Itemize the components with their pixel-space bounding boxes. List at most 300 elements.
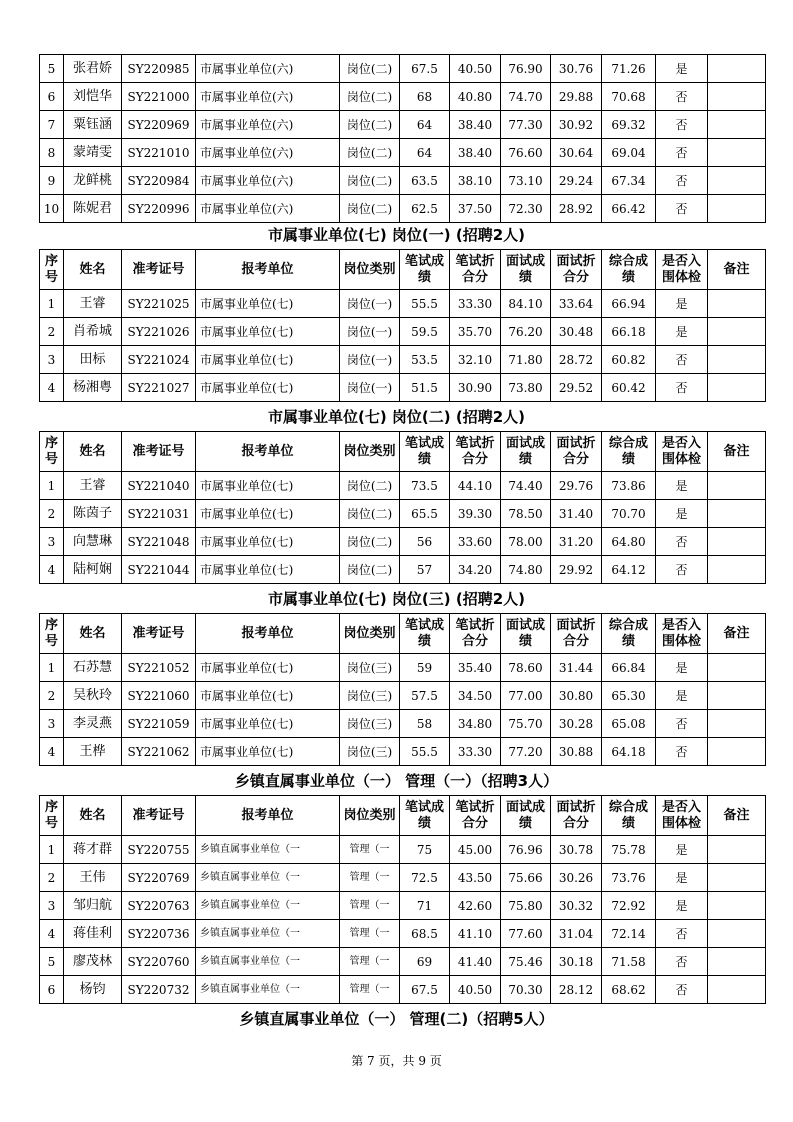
table-cell: 58: [400, 710, 450, 738]
table-cell: 杨钧: [64, 976, 122, 1004]
table-cell: 市属事业单位(六): [196, 139, 340, 167]
table-cell: 45.00: [450, 836, 501, 864]
table-cell: 84.10: [501, 290, 551, 318]
table-cell: [708, 195, 766, 223]
table-cell: 1: [40, 472, 64, 500]
table-cell: 否: [656, 374, 708, 402]
table-cell: 岗位(二): [340, 83, 400, 111]
table-cell: 岗位(一): [340, 346, 400, 374]
table-row: [40, 556, 766, 584]
table-cell: 72.14: [602, 920, 656, 948]
table-cell: 岗位(二): [340, 167, 400, 195]
table-cell: 30.76: [551, 55, 602, 83]
table-cell: SY221027: [122, 374, 196, 402]
column-header: 姓名: [64, 432, 122, 472]
table-cell: SY221010: [122, 139, 196, 167]
column-header: 综合成绩: [602, 432, 656, 472]
column-header: 笔试折合分: [450, 250, 501, 290]
table-cell: 7: [40, 111, 64, 139]
table-cell: [708, 892, 766, 920]
table-cell: 39.30: [450, 500, 501, 528]
table-cell: 30.88: [551, 738, 602, 766]
table-cell: 岗位(三): [340, 710, 400, 738]
table-cell: 74.40: [501, 472, 551, 500]
table-cell: 廖茂林: [64, 948, 122, 976]
table-cell: 5: [40, 55, 64, 83]
column-header: 姓名: [64, 250, 122, 290]
table-cell: 30.48: [551, 318, 602, 346]
table-cell: 市属事业单位(六): [196, 111, 340, 139]
table-cell: 74.80: [501, 556, 551, 584]
table-cell: 55.5: [400, 290, 450, 318]
table-cell: 65.08: [602, 710, 656, 738]
table-cell: 75: [400, 836, 450, 864]
table-cell: [708, 864, 766, 892]
table-cell: SY220755: [122, 836, 196, 864]
section-title: 市属事业单位(七) 岗位(一) (招聘2人): [267, 226, 525, 244]
table-cell: 1: [40, 654, 64, 682]
table-cell: [708, 836, 766, 864]
table-cell: SY221048: [122, 528, 196, 556]
table-cell: 1: [40, 290, 64, 318]
table-cell: [708, 346, 766, 374]
table-cell: 否: [656, 976, 708, 1004]
column-header: 备注: [708, 614, 766, 654]
table-cell: 向慧琳: [64, 528, 122, 556]
table-cell: 65.30: [602, 682, 656, 710]
table-cell: 30.64: [551, 139, 602, 167]
table-cell: 76.90: [501, 55, 551, 83]
table-row: [40, 976, 766, 1004]
table-cell: 33.64: [551, 290, 602, 318]
table-cell: 64.12: [602, 556, 656, 584]
table-cell: 邹归航: [64, 892, 122, 920]
table-row: [40, 374, 766, 402]
table-cell: 是: [656, 318, 708, 346]
table-cell: 37.50: [450, 195, 501, 223]
column-header: 笔试折合分: [450, 614, 501, 654]
column-header: 综合成绩: [602, 250, 656, 290]
column-header: 笔试成绩: [400, 796, 450, 836]
table-cell: 岗位(二): [340, 556, 400, 584]
table-cell: 34.50: [450, 682, 501, 710]
table-cell: 肖希城: [64, 318, 122, 346]
table-cell: 市属事业单位(七): [196, 500, 340, 528]
column-header: 面试成绩: [501, 250, 551, 290]
table-cell: 60.42: [602, 374, 656, 402]
table-cell: [708, 83, 766, 111]
table-cell: 66.18: [602, 318, 656, 346]
column-header: 姓名: [64, 614, 122, 654]
table-cell: 2: [40, 318, 64, 346]
table-cell: 是: [656, 290, 708, 318]
table-cell: 市属事业单位(六): [196, 83, 340, 111]
table-cell: 是: [656, 836, 708, 864]
table-cell: 40.50: [450, 976, 501, 1004]
table-cell: 30.32: [551, 892, 602, 920]
column-header: 是否入围体检: [656, 796, 708, 836]
table-cell: [708, 920, 766, 948]
table-cell: 38.40: [450, 139, 501, 167]
table-cell: 否: [656, 346, 708, 374]
table-cell: 否: [656, 948, 708, 976]
table-cell: SY221031: [122, 500, 196, 528]
table-cell: 30.26: [551, 864, 602, 892]
table-cell: 刘恺华: [64, 83, 122, 111]
results-table-township-unit-1-mgmt-1: [39, 795, 766, 1004]
table-cell: 73.10: [501, 167, 551, 195]
table-cell: 李灵燕: [64, 710, 122, 738]
table-cell: SY221060: [122, 682, 196, 710]
table-cell: 否: [656, 556, 708, 584]
table-cell: 41.10: [450, 920, 501, 948]
table-cell: 是: [656, 500, 708, 528]
column-header: 报考单位: [196, 796, 340, 836]
table-cell: 3: [40, 710, 64, 738]
table-row: [40, 528, 766, 556]
table-cell: [708, 55, 766, 83]
table-row: [40, 710, 766, 738]
table-cell: 31.40: [551, 500, 602, 528]
table-cell: 岗位(三): [340, 682, 400, 710]
table-cell: SY220760: [122, 948, 196, 976]
table-cell: 管理（一: [340, 948, 400, 976]
table-cell: [708, 500, 766, 528]
column-header: 是否入围体检: [656, 432, 708, 472]
table-cell: 73.5: [400, 472, 450, 500]
column-header: 岗位类别: [340, 614, 400, 654]
table-cell: 71.58: [602, 948, 656, 976]
table-cell: 77.30: [501, 111, 551, 139]
table-cell: 64: [400, 111, 450, 139]
column-header: 笔试折合分: [450, 796, 501, 836]
table-cell: 5: [40, 948, 64, 976]
table-cell: [708, 738, 766, 766]
results-table-city-unit-7-post-1: [39, 249, 766, 402]
table-cell: 73.76: [602, 864, 656, 892]
table-cell: 30.92: [551, 111, 602, 139]
table-cell: 34.20: [450, 556, 501, 584]
table-cell: 32.10: [450, 346, 501, 374]
column-header: 序号: [40, 432, 64, 472]
table-cell: 张君娇: [64, 55, 122, 83]
table-row: [40, 948, 766, 976]
table-cell: 是: [656, 892, 708, 920]
table-row: [40, 682, 766, 710]
table-cell: 4: [40, 556, 64, 584]
table-cell: [708, 682, 766, 710]
table-cell: 乡镇直属事业单位（一: [196, 836, 340, 864]
table-cell: 9: [40, 167, 64, 195]
table-header-row: [40, 250, 766, 290]
table-cell: 78.00: [501, 528, 551, 556]
table-cell: 吴秋玲: [64, 682, 122, 710]
table-cell: 30.28: [551, 710, 602, 738]
table-cell: 77.20: [501, 738, 551, 766]
table-cell: 蒋才群: [64, 836, 122, 864]
table-cell: 否: [656, 111, 708, 139]
table-cell: 33.30: [450, 290, 501, 318]
table-cell: 67.5: [400, 976, 450, 1004]
table-cell: 10: [40, 195, 64, 223]
table-cell: [708, 167, 766, 195]
table-cell: [708, 654, 766, 682]
table-cell: 30.18: [551, 948, 602, 976]
column-header: 综合成绩: [602, 614, 656, 654]
table-cell: 71.80: [501, 346, 551, 374]
column-header: 序号: [40, 250, 64, 290]
table-cell: 35.40: [450, 654, 501, 682]
table-cell: SY220985: [122, 55, 196, 83]
table-cell: 68.62: [602, 976, 656, 1004]
table-cell: SY221040: [122, 472, 196, 500]
table-cell: 市属事业单位(六): [196, 167, 340, 195]
table-cell: 70.68: [602, 83, 656, 111]
table-cell: 市属事业单位(七): [196, 738, 340, 766]
table-cell: 30.80: [551, 682, 602, 710]
column-header: 岗位类别: [340, 432, 400, 472]
table-cell: 岗位(二): [340, 111, 400, 139]
table-cell: [708, 139, 766, 167]
table-cell: 59.5: [400, 318, 450, 346]
table-cell: 3: [40, 346, 64, 374]
table-cell: 4: [40, 738, 64, 766]
table-cell: 74.70: [501, 83, 551, 111]
table-cell: 是: [656, 682, 708, 710]
table-cell: [708, 710, 766, 738]
table-cell: 64.80: [602, 528, 656, 556]
column-header: 报考单位: [196, 614, 340, 654]
table-cell: 石苏慧: [64, 654, 122, 682]
table-cell: 55.5: [400, 738, 450, 766]
table-row: [40, 318, 766, 346]
table-cell: 市属事业单位(六): [196, 195, 340, 223]
table-cell: 岗位(一): [340, 318, 400, 346]
table-cell: SY221025: [122, 290, 196, 318]
column-header: 面试折合分: [551, 796, 602, 836]
table-cell: 69.04: [602, 139, 656, 167]
table-cell: 78.50: [501, 500, 551, 528]
table-cell: 岗位(二): [340, 528, 400, 556]
column-header: 面试成绩: [501, 614, 551, 654]
table-cell: 蒙靖雯: [64, 139, 122, 167]
table-cell: 41.40: [450, 948, 501, 976]
table-cell: 73.86: [602, 472, 656, 500]
table-cell: 岗位(一): [340, 374, 400, 402]
table-cell: 乡镇直属事业单位（一: [196, 976, 340, 1004]
table-cell: 市属事业单位(六): [196, 55, 340, 83]
table-cell: SY221026: [122, 318, 196, 346]
table-row: [40, 55, 766, 83]
table-cell: 陈茵子: [64, 500, 122, 528]
section-title-next: 乡镇直属事业单位（一） 管理(二)（招聘5人）: [239, 1010, 554, 1028]
table-cell: 岗位(二): [340, 472, 400, 500]
table-cell: 王伟: [64, 864, 122, 892]
table-cell: 76.20: [501, 318, 551, 346]
table-cell: 60.82: [602, 346, 656, 374]
table-cell: 66.94: [602, 290, 656, 318]
section-title: 乡镇直属事业单位（一） 管理（一）（招聘3人）: [234, 772, 559, 790]
table-cell: 72.5: [400, 864, 450, 892]
column-header: 岗位类别: [340, 796, 400, 836]
table-cell: 67.5: [400, 55, 450, 83]
table-cell: 龙鲜桃: [64, 167, 122, 195]
table-cell: 管理（一: [340, 864, 400, 892]
table-cell: SY221059: [122, 710, 196, 738]
column-header: 面试折合分: [551, 432, 602, 472]
table-cell: 29.24: [551, 167, 602, 195]
table-cell: 76.60: [501, 139, 551, 167]
table-cell: [708, 374, 766, 402]
table-cell: 59: [400, 654, 450, 682]
table-cell: 64.18: [602, 738, 656, 766]
table-cell: SY221052: [122, 654, 196, 682]
table-row: [40, 836, 766, 864]
table-row: [40, 654, 766, 682]
table-cell: 市属事业单位(七): [196, 290, 340, 318]
table-cell: 粟钰涵: [64, 111, 122, 139]
table-row: [40, 472, 766, 500]
results-table-continued: [39, 54, 766, 223]
table-cell: 岗位(二): [340, 139, 400, 167]
column-header: 准考证号: [122, 614, 196, 654]
column-header: 岗位类别: [340, 250, 400, 290]
table-cell: 29.76: [551, 472, 602, 500]
table-cell: 40.80: [450, 83, 501, 111]
table-cell: 岗位(三): [340, 654, 400, 682]
table-cell: SY221062: [122, 738, 196, 766]
table-cell: 69.32: [602, 111, 656, 139]
table-cell: SY220763: [122, 892, 196, 920]
column-header: 报考单位: [196, 432, 340, 472]
table-row: [40, 290, 766, 318]
table-cell: 31.44: [551, 654, 602, 682]
table-cell: 市属事业单位(七): [196, 318, 340, 346]
column-header: 是否入围体检: [656, 250, 708, 290]
table-cell: 岗位(二): [340, 55, 400, 83]
table-cell: 2: [40, 500, 64, 528]
table-cell: 否: [656, 83, 708, 111]
table-cell: 42.60: [450, 892, 501, 920]
table-cell: 70.30: [501, 976, 551, 1004]
table-cell: 33.60: [450, 528, 501, 556]
table-cell: 31.20: [551, 528, 602, 556]
column-header: 备注: [708, 432, 766, 472]
table-cell: 1: [40, 836, 64, 864]
table-cell: 市属事业单位(七): [196, 654, 340, 682]
table-cell: 管理（一: [340, 976, 400, 1004]
table-cell: 否: [656, 920, 708, 948]
table-cell: 51.5: [400, 374, 450, 402]
table-cell: 28.12: [551, 976, 602, 1004]
table-row: [40, 195, 766, 223]
table-cell: [708, 976, 766, 1004]
table-row: [40, 864, 766, 892]
table-row: [40, 139, 766, 167]
table-cell: 77.60: [501, 920, 551, 948]
table-cell: SY220996: [122, 195, 196, 223]
table-cell: 乡镇直属事业单位（一: [196, 920, 340, 948]
table-cell: 否: [656, 710, 708, 738]
column-header: 面试成绩: [501, 796, 551, 836]
table-cell: [708, 111, 766, 139]
table-row: [40, 738, 766, 766]
table-cell: [708, 556, 766, 584]
table-cell: 乡镇直属事业单位（一: [196, 948, 340, 976]
table-cell: 64: [400, 139, 450, 167]
table-cell: 38.40: [450, 111, 501, 139]
table-cell: 77.00: [501, 682, 551, 710]
table-cell: 44.10: [450, 472, 501, 500]
table-cell: 否: [656, 195, 708, 223]
table-cell: 市属事业单位(七): [196, 472, 340, 500]
table-cell: [708, 290, 766, 318]
column-header: 是否入围体检: [656, 614, 708, 654]
table-cell: 是: [656, 654, 708, 682]
table-cell: 8: [40, 139, 64, 167]
table-cell: 66.42: [602, 195, 656, 223]
table-row: [40, 892, 766, 920]
table-cell: 28.72: [551, 346, 602, 374]
table-cell: 岗位(一): [340, 290, 400, 318]
table-row: [40, 83, 766, 111]
table-cell: 53.5: [400, 346, 450, 374]
table-cell: 陆柯娴: [64, 556, 122, 584]
table-cell: 蒋佳利: [64, 920, 122, 948]
column-header: 序号: [40, 796, 64, 836]
table-cell: 34.80: [450, 710, 501, 738]
table-cell: 62.5: [400, 195, 450, 223]
table-cell: 6: [40, 976, 64, 1004]
column-header: 准考证号: [122, 796, 196, 836]
table-cell: 35.70: [450, 318, 501, 346]
table-cell: 管理（一: [340, 836, 400, 864]
column-header: 综合成绩: [602, 796, 656, 836]
table-cell: 市属事业单位(七): [196, 682, 340, 710]
table-cell: 陈妮君: [64, 195, 122, 223]
table-cell: 6: [40, 83, 64, 111]
table-cell: 杨湘粤: [64, 374, 122, 402]
table-cell: 75.80: [501, 892, 551, 920]
table-cell: SY220969: [122, 111, 196, 139]
table-cell: 29.92: [551, 556, 602, 584]
table-cell: 65.5: [400, 500, 450, 528]
table-cell: 72.30: [501, 195, 551, 223]
table-header-row: [40, 432, 766, 472]
table-cell: 岗位(二): [340, 500, 400, 528]
table-cell: 29.52: [551, 374, 602, 402]
table-cell: SY220736: [122, 920, 196, 948]
table-cell: 是: [656, 864, 708, 892]
table-cell: 68: [400, 83, 450, 111]
column-header: 笔试成绩: [400, 250, 450, 290]
table-cell: 75.66: [501, 864, 551, 892]
table-row: [40, 167, 766, 195]
table-cell: 否: [656, 139, 708, 167]
column-header: 笔试折合分: [450, 432, 501, 472]
column-header: 准考证号: [122, 432, 196, 472]
table-cell: 否: [656, 738, 708, 766]
table-cell: 岗位(二): [340, 195, 400, 223]
table-cell: 33.30: [450, 738, 501, 766]
table-header-row: [40, 796, 766, 836]
table-cell: 43.50: [450, 864, 501, 892]
table-cell: 66.84: [602, 654, 656, 682]
table-cell: 71: [400, 892, 450, 920]
table-row: [40, 920, 766, 948]
table-cell: 是: [656, 55, 708, 83]
table-cell: SY221044: [122, 556, 196, 584]
